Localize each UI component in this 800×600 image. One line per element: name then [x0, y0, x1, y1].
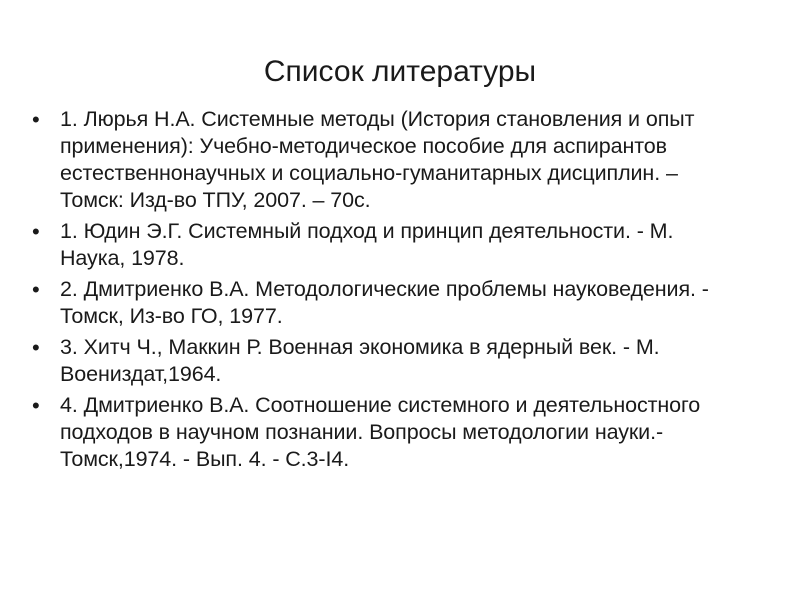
- reference-item: [32, 218, 720, 272]
- bullet-icon: •: [32, 277, 40, 302]
- bullet-icon: •: [32, 335, 40, 360]
- bullet-icon: •: [32, 219, 40, 244]
- reference-text: 1. Люрья Н.А. Системные методы (История становления и опыт применения): Учебно-методическое пособие для аспирантов естественнонаучных и социально-гуманитарных дисциплин. – Томск: Изд-во ТПУ, 2007. – 70с.: [60, 107, 695, 212]
- reference-text: 2. Дмитриенко В.А. Методологические проблемы науковедения. - Томск, Из-во ГО, 1977.: [60, 277, 709, 328]
- reference-list: [32, 106, 720, 477]
- reference-item: [32, 392, 720, 473]
- bullet-icon: •: [32, 393, 40, 418]
- reference-item: [32, 276, 720, 330]
- reference-item: [32, 106, 720, 214]
- reference-text: 3. Хитч Ч., Маккин Р. Военная экономика в ядерный век. - М. Воениздат,1964.: [60, 335, 660, 386]
- reference-item: [32, 334, 720, 388]
- bullet-icon: •: [32, 107, 40, 132]
- reference-text: 1. Юдин Э.Г. Системный подход и принцип деятельности. - М. Наука, 1978.: [60, 219, 674, 270]
- slide-title: Список литературы: [263, 55, 537, 88]
- reference-text: 4. Дмитриенко В.А. Соотношение системного и деятельностного подходов в научном познании. Вопросы методологии науки.- Томск,1974. - Вып. 4. - С.3-I4.: [60, 393, 701, 471]
